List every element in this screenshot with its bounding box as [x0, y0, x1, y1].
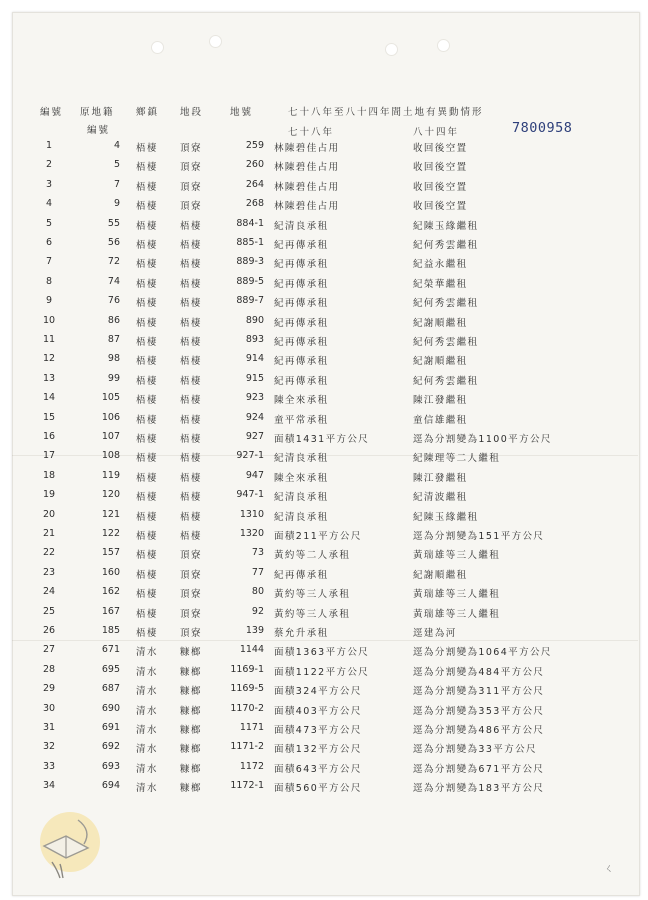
- section: 梧棲: [180, 434, 203, 445]
- row-number: 15: [42, 411, 56, 423]
- status-1989: 面積643平方公尺: [274, 763, 362, 775]
- lot-number: 947: [245, 469, 264, 481]
- section: 頂寮: [180, 201, 203, 213]
- lot-number: 73: [251, 547, 264, 559]
- township: 梧棲: [136, 492, 159, 504]
- lot-number: 77: [251, 566, 264, 578]
- section: 梧棲: [180, 298, 203, 310]
- township: 梧棲: [136, 181, 159, 193]
- section: 梧棲: [180, 492, 203, 504]
- document-number-stamp: 7800958: [512, 120, 573, 136]
- status-1989: 黃約等二人承租: [274, 550, 351, 562]
- status-1989: 面積473平方公尺: [274, 725, 362, 736]
- township: 梧棲: [136, 259, 159, 271]
- lot-number: 947-1: [236, 489, 264, 501]
- row-number: 9: [45, 295, 53, 307]
- original-lot-number: 691: [101, 722, 120, 733]
- row-number: 13: [42, 372, 56, 384]
- row-number: 30: [42, 702, 56, 714]
- status-1989: 紀清良承租: [274, 492, 329, 504]
- original-lot-number: 99: [107, 372, 120, 384]
- township: 梧棲: [136, 453, 159, 465]
- original-lot-number: 9: [113, 198, 120, 210]
- row-number: 6: [45, 237, 53, 248]
- table-row: [0, 701, 648, 721]
- row-number: 1: [45, 140, 53, 151]
- township: 梧棲: [136, 511, 159, 523]
- township: 梧棲: [136, 395, 159, 407]
- status-1989: 林陳碧佳占用: [274, 162, 340, 174]
- table-row: [0, 739, 648, 759]
- row-number: 3: [45, 178, 53, 190]
- section: 梧棲: [180, 317, 203, 329]
- status-1995: 逕為分割變為1064平方公尺: [413, 647, 552, 659]
- table-row: [0, 604, 648, 624]
- table-row: [0, 138, 648, 158]
- original-lot-number: 98: [107, 353, 120, 365]
- row-number: 19: [42, 489, 56, 501]
- section: 頂寮: [180, 181, 203, 193]
- lot-number: 260: [245, 159, 264, 171]
- table-row: [0, 545, 648, 565]
- lot-number: 1169-1: [230, 663, 264, 675]
- header-year84: 八十四年: [413, 127, 460, 138]
- section: 頂寮: [180, 569, 203, 581]
- original-lot-number: 55: [107, 217, 120, 229]
- row-number: 26: [42, 625, 56, 636]
- lot-number: 80: [251, 586, 264, 598]
- township: 梧棲: [136, 414, 159, 426]
- status-1989: 紀清良承租: [274, 453, 329, 465]
- township: 清水: [136, 686, 159, 698]
- section: 糠榔: [180, 783, 203, 795]
- township: 梧棲: [136, 531, 159, 542]
- status-1989: 童平常承租: [274, 414, 329, 426]
- punch-hole: [151, 41, 164, 54]
- lot-number: 1172: [239, 760, 264, 772]
- row-number: 23: [42, 566, 56, 578]
- status-1995: 紀謝順繼租: [413, 317, 468, 329]
- table-row: [0, 235, 648, 255]
- table-row: [0, 759, 648, 779]
- township: 梧棲: [136, 569, 159, 581]
- original-lot-number: 87: [107, 334, 120, 345]
- table-row: [0, 196, 648, 216]
- status-1995: 紀清波繼租: [413, 492, 468, 504]
- lot-number: 92: [251, 605, 264, 617]
- table-row: [0, 720, 648, 740]
- original-lot-number: 74: [107, 275, 120, 287]
- lot-number: 1310: [239, 508, 264, 520]
- punch-hole: [209, 35, 222, 48]
- table-row: [0, 351, 648, 371]
- original-lot-number: 160: [101, 566, 120, 578]
- table-row: [0, 565, 648, 585]
- township: 梧棲: [136, 356, 159, 368]
- status-1989: 紀再傳承租: [274, 317, 329, 329]
- township: 清水: [136, 647, 159, 659]
- table-row: [0, 216, 648, 236]
- status-1989: 林陳碧佳占用: [274, 181, 340, 193]
- status-1995: 逕為分割變為311平方公尺: [413, 686, 545, 698]
- row-number: 31: [42, 722, 56, 733]
- status-1989: 面積1431平方公尺: [274, 434, 370, 445]
- row-number: 16: [42, 431, 56, 442]
- status-1989: 紀再傳承租: [274, 337, 329, 348]
- lot-number: 264: [245, 178, 264, 190]
- row-number: 25: [42, 605, 56, 617]
- row-number: 21: [42, 528, 56, 539]
- row-number: 27: [42, 644, 56, 656]
- section: 糠榔: [180, 705, 203, 717]
- table-row: [0, 274, 648, 294]
- township: 梧棲: [136, 162, 159, 174]
- table-row: [0, 293, 648, 313]
- status-1989: 面積324平方公尺: [274, 686, 362, 698]
- status-1995: 黃瑞雄等三人繼租: [413, 608, 501, 620]
- lot-number: 1320: [239, 528, 264, 539]
- section: 糠榔: [180, 763, 203, 775]
- lot-number: 927-1: [236, 450, 264, 462]
- original-lot-number: 105: [101, 392, 120, 404]
- lot-number: 927: [245, 431, 264, 442]
- status-1995: 紀何秀雲繼租: [413, 337, 479, 348]
- lot-number: 268: [245, 198, 264, 210]
- table-row: [0, 177, 648, 197]
- township: 梧棲: [136, 201, 159, 213]
- status-1989: 紀再傳承租: [274, 278, 329, 290]
- status-1995: 逕建為河: [413, 628, 457, 639]
- township: 清水: [136, 763, 159, 775]
- original-lot-number: 72: [107, 256, 120, 268]
- status-1995: 陳江發繼租: [413, 395, 468, 407]
- table-row: [0, 448, 648, 468]
- row-number: 5: [45, 217, 53, 229]
- status-1989: 林陳碧佳占用: [274, 201, 340, 213]
- status-1989: 面積1122平方公尺: [274, 666, 370, 678]
- original-lot-number: 162: [101, 586, 120, 598]
- table-row: [0, 642, 648, 662]
- section: 糠榔: [180, 725, 203, 736]
- table-row: [0, 332, 648, 352]
- lot-number: 1170-2: [230, 702, 264, 714]
- table-row: [0, 371, 648, 391]
- section: 糠榔: [180, 666, 203, 678]
- township: 梧棲: [136, 550, 159, 562]
- section: 梧棲: [180, 356, 203, 368]
- lot-number: 1169-5: [230, 683, 264, 695]
- lot-number: 884-1: [236, 217, 264, 229]
- status-1989: 陳全來承租: [274, 395, 329, 407]
- status-1995: 紀謝順繼租: [413, 356, 468, 368]
- table-row: [0, 662, 648, 682]
- original-lot-number: 695: [101, 663, 120, 675]
- status-1995: 童信雄繼租: [413, 414, 468, 426]
- township: 梧棲: [136, 317, 159, 329]
- original-lot-number: 76: [107, 295, 120, 307]
- status-1989: 陳全來承租: [274, 472, 329, 484]
- township: 梧棲: [136, 375, 159, 387]
- row-number: 2: [45, 159, 53, 171]
- status-1995: 紀榮華繼租: [413, 278, 468, 290]
- status-1989: 面積132平方公尺: [274, 744, 362, 756]
- section: 頂寮: [180, 608, 203, 620]
- status-1995: 逕為分割變為33平方公尺: [413, 744, 537, 756]
- original-lot-number: 121: [101, 508, 120, 520]
- table-row: [0, 778, 648, 798]
- status-1995: 紀何秀雲繼租: [413, 298, 479, 310]
- section: 梧棲: [180, 531, 203, 542]
- status-1995: 紀陳玉緣繼租: [413, 220, 479, 232]
- lot-number: 890: [245, 314, 264, 326]
- status-1995: 逕為分割變為353平方公尺: [413, 705, 545, 717]
- township: 清水: [136, 666, 159, 678]
- lot-number: 1171: [239, 722, 264, 733]
- township: 梧棲: [136, 608, 159, 620]
- status-1995: 逕為分割變為484平方公尺: [413, 666, 545, 678]
- corner-mark: ㄑ: [604, 864, 614, 875]
- status-1995: 收回後空置: [413, 162, 468, 174]
- section: 頂寮: [180, 143, 203, 154]
- row-number: 33: [42, 760, 56, 772]
- section: 梧棲: [180, 472, 203, 484]
- header-no: 編號: [40, 107, 64, 118]
- lot-number: 885-1: [236, 237, 264, 248]
- original-lot-number: 108: [101, 450, 120, 462]
- table-row: [0, 526, 648, 546]
- status-1989: 紀再傳承租: [274, 569, 329, 581]
- section: 糠榔: [180, 686, 203, 698]
- township: 梧棲: [136, 434, 159, 445]
- lot-number: 889-7: [236, 295, 264, 307]
- header-orig-lot-no-line2: 編號: [87, 125, 111, 136]
- row-number: 32: [42, 741, 56, 753]
- township: 清水: [136, 705, 159, 717]
- table-row: [0, 623, 648, 643]
- original-lot-number: 693: [101, 760, 120, 772]
- section: 糠榔: [180, 744, 203, 756]
- original-lot-number: 694: [101, 780, 120, 792]
- row-number: 10: [42, 314, 56, 326]
- table-row: [0, 468, 648, 488]
- status-1989: 紀清良承租: [274, 511, 329, 523]
- status-1989: 紀再傳承租: [274, 259, 329, 271]
- section: 梧棲: [180, 375, 203, 387]
- row-number: 34: [42, 780, 56, 792]
- township: 梧棲: [136, 298, 159, 310]
- row-number: 8: [45, 275, 53, 287]
- status-1995: 逕為分割變為151平方公尺: [413, 531, 545, 542]
- lot-number: 893: [245, 334, 264, 345]
- original-lot-number: 157: [101, 547, 120, 559]
- section: 梧棲: [180, 395, 203, 407]
- township: 清水: [136, 725, 159, 736]
- original-lot-number: 167: [101, 605, 120, 617]
- status-1995: 收回後空置: [413, 143, 468, 154]
- section: 梧棲: [180, 240, 203, 251]
- status-1989: 紀再傳承租: [274, 298, 329, 310]
- table-row: [0, 313, 648, 333]
- original-lot-number: 687: [101, 683, 120, 695]
- status-1989: 林陳碧佳占用: [274, 143, 340, 154]
- table-row: [0, 157, 648, 177]
- status-1995: 紀陳理等二人繼租: [413, 453, 501, 465]
- original-lot-number: 7: [113, 178, 120, 190]
- section: 梧棲: [180, 337, 203, 348]
- status-1995: 紀謝順繼租: [413, 569, 468, 581]
- header-change-title: 七十八年至八十四年間土地有異動情形: [288, 107, 484, 118]
- punch-hole: [437, 39, 450, 52]
- township: 梧棲: [136, 278, 159, 290]
- township: 梧棲: [136, 240, 159, 251]
- original-lot-number: 185: [101, 625, 120, 636]
- section: 頂寮: [180, 162, 203, 174]
- original-lot-number: 692: [101, 741, 120, 753]
- status-1989: 紀再傳承租: [274, 375, 329, 387]
- lot-number: 914: [245, 353, 264, 365]
- lot-number: 259: [245, 140, 264, 151]
- row-number: 7: [45, 256, 53, 268]
- row-number: 14: [42, 392, 56, 404]
- lot-number: 889-3: [236, 256, 264, 268]
- township: 清水: [136, 744, 159, 756]
- row-number: 17: [42, 450, 56, 462]
- table-row: [0, 410, 648, 430]
- status-1995: 紀何秀雲繼租: [413, 240, 479, 251]
- header-lot: 地號: [230, 107, 254, 118]
- original-lot-number: 690: [101, 702, 120, 714]
- header-orig-lot-no: 原地籍: [80, 107, 115, 118]
- lot-number: 923: [245, 392, 264, 404]
- section: 梧棲: [180, 259, 203, 271]
- status-1995: 逕為分割變為1100平方公尺: [413, 434, 552, 445]
- section: 梧棲: [180, 511, 203, 523]
- section: 糠榔: [180, 647, 203, 659]
- archive-logo-icon: [30, 806, 108, 880]
- status-1989: 紀再傳承租: [274, 240, 329, 251]
- status-1989: 面積560平方公尺: [274, 783, 362, 795]
- row-number: 29: [42, 683, 56, 695]
- original-lot-number: 120: [101, 489, 120, 501]
- status-1995: 紀陳玉緣繼租: [413, 511, 479, 523]
- row-number: 12: [42, 353, 56, 365]
- original-lot-number: 5: [113, 159, 120, 171]
- row-number: 20: [42, 508, 56, 520]
- table-row: [0, 507, 648, 527]
- status-1989: 蔡允升承租: [274, 628, 329, 639]
- township: 梧棲: [136, 337, 159, 348]
- table-row: [0, 429, 648, 449]
- lot-number: 1171-2: [230, 741, 264, 753]
- lot-number: 889-5: [236, 275, 264, 287]
- status-1995: 陳江發繼租: [413, 472, 468, 484]
- township: 梧棲: [136, 143, 159, 154]
- section: 梧棲: [180, 220, 203, 232]
- row-number: 22: [42, 547, 56, 559]
- original-lot-number: 4: [113, 140, 120, 151]
- township: 梧棲: [136, 589, 159, 601]
- status-1995: 逕為分割變為671平方公尺: [413, 763, 545, 775]
- status-1995: 紀何秀雲繼租: [413, 375, 479, 387]
- row-number: 18: [42, 469, 56, 481]
- township: 梧棲: [136, 220, 159, 232]
- header-township: 鄉鎮: [136, 107, 160, 118]
- section: 頂寮: [180, 550, 203, 562]
- header-year78: 七十八年: [288, 127, 335, 138]
- original-lot-number: 106: [101, 411, 120, 423]
- original-lot-number: 86: [107, 314, 120, 326]
- status-1989: 面積211平方公尺: [274, 531, 362, 542]
- lot-number: 924: [245, 411, 264, 423]
- status-1989: 黃約等三人承租: [274, 608, 351, 620]
- table-row: [0, 487, 648, 507]
- section: 梧棲: [180, 278, 203, 290]
- status-1995: 收回後空置: [413, 201, 468, 213]
- status-1989: 紀再傳承租: [274, 356, 329, 368]
- table-row: [0, 584, 648, 604]
- status-1989: 面積1363平方公尺: [274, 647, 370, 659]
- township: 梧棲: [136, 472, 159, 484]
- row-number: 28: [42, 663, 56, 675]
- status-1989: 黃約等三人承租: [274, 589, 351, 601]
- lot-number: 915: [245, 372, 264, 384]
- township: 梧棲: [136, 628, 159, 639]
- table-row: [0, 681, 648, 701]
- status-1995: 紀益永繼租: [413, 259, 468, 271]
- status-1989: 面積403平方公尺: [274, 705, 362, 717]
- status-1989: 紀清良承租: [274, 220, 329, 232]
- status-1995: 逕為分割變為183平方公尺: [413, 783, 545, 795]
- section: 頂寮: [180, 628, 203, 639]
- original-lot-number: 671: [101, 644, 120, 656]
- original-lot-number: 122: [101, 528, 120, 539]
- status-1995: 黃瑞雄等三人繼租: [413, 550, 501, 562]
- status-1995: 收回後空置: [413, 181, 468, 193]
- section: 頂寮: [180, 589, 203, 601]
- table-row: [0, 254, 648, 274]
- section: 梧棲: [180, 453, 203, 465]
- township: 清水: [136, 783, 159, 795]
- original-lot-number: 119: [101, 469, 120, 481]
- row-number: 24: [42, 586, 56, 598]
- header-section: 地段: [180, 107, 204, 118]
- section: 梧棲: [180, 414, 203, 426]
- row-number: 4: [45, 198, 53, 210]
- status-1995: 黃瑞雄等三人繼租: [413, 589, 501, 601]
- original-lot-number: 56: [107, 237, 120, 248]
- row-number: 11: [42, 334, 56, 345]
- table-row: [0, 390, 648, 410]
- status-1995: 逕為分割變為486平方公尺: [413, 725, 545, 736]
- lot-number: 1172-1: [230, 780, 264, 792]
- lot-number: 1144: [239, 644, 264, 656]
- original-lot-number: 107: [101, 431, 120, 442]
- lot-number: 139: [245, 625, 264, 636]
- punch-hole: [385, 43, 398, 56]
